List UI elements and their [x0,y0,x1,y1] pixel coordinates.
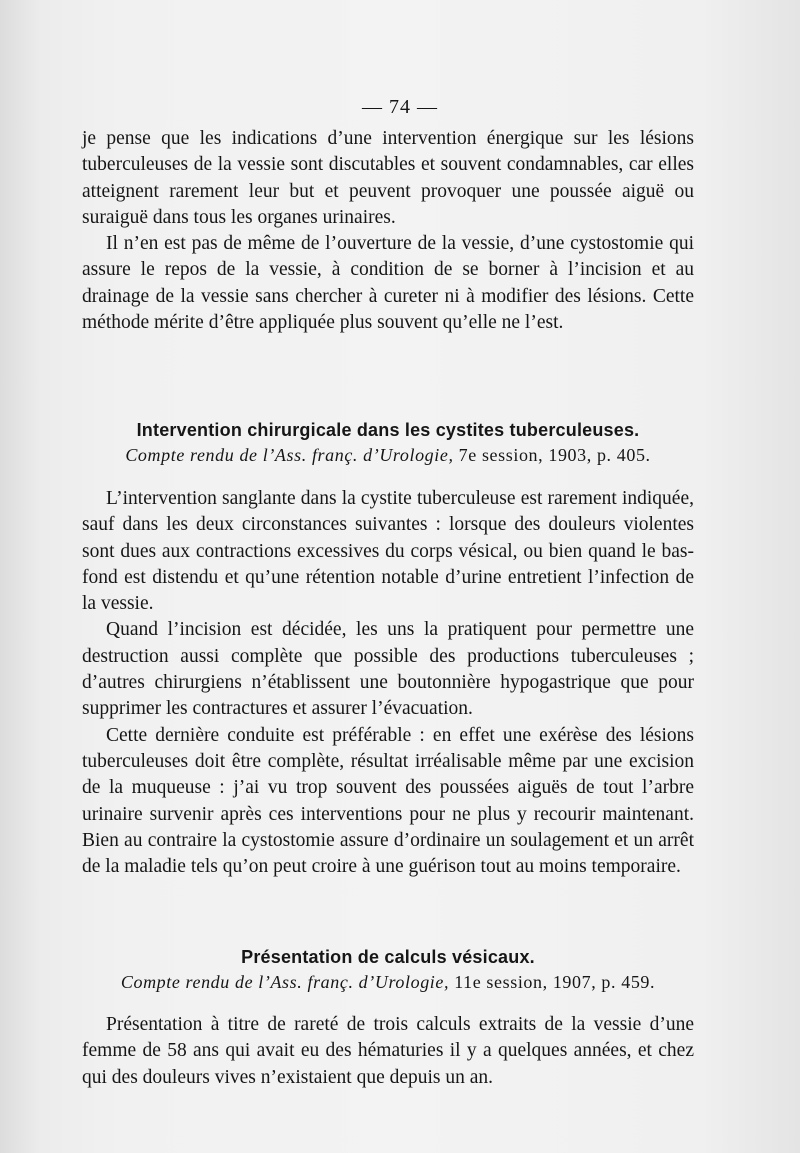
paragraph: je pense que les indications d’une intervention énergique sur les lésions tuberculeuses de la vessie sont discutables et souvent condamnables, car elles atteignent rarement leur but et peuvent provoquer une poussée aiguë ou suraiguë dans tous les organes urinaires. [82,128,694,228]
section-heading [82,944,694,994]
section-title: Présentation de calculs vésicaux. [241,947,535,967]
reference-source: Compte rendu de l’Ass. franç. d’Urologie, [125,445,454,465]
section-reference [82,970,694,994]
section-body [82,486,694,880]
reference-details: 11e session, 1907, p. 459. [449,972,656,992]
reference-source: Compte rendu de l’Ass. franç. d’Urologie, [120,972,450,992]
paragraph: Il n’en est pas de même de l’ouverture de la vessie, d’une cystostomie qui assure le repos de la vessie, à condition de se borner à l’incision et au drainage de la vessie sans chercher à cureter ni à modifier des lésions. Cette méthode mérite d’être appliquée plus souvent qu’elle ne l’est. [82,233,694,334]
reference-details: 7e session, 1903, p. 405. [453,445,651,465]
section-reference [82,443,694,467]
section-title: Intervention chirurgicale dans les cystites tuberculeuses. [136,420,640,440]
continued-text-block [82,126,694,336]
section-body [82,1012,694,1091]
section-heading [82,417,694,467]
page-number: — 74 — [362,96,438,118]
paragraph: Cette dernière conduite est préférable : en effet une exérèse des lésions tuberculeuses doit être complète, résultat irréalisable même par une excision de la muqueuse : j’ai vu trop souvent des poussées aiguës de tout l’arbre urinaire survenir après ces interventions pour ne plus y recourir maintenant. Bien au contraire la cystostomie assure d’ordinaire un soulagement et un arrêt de la maladie tels qu’on peut croire à une guérison tout au moins temporaire. [82,724,694,878]
paragraph: Présentation à titre de rareté de trois calculs extraits de la vessie d’une femme de 58 ans qui avait eu des hématuries il y a quelques années, et chez qui des douleurs vives n’existaient que depuis un an. [82,1014,694,1088]
paragraph: Quand l’incision est décidée, les uns la pratiquent pour permettre une destruction aussi complète que possible des productions tuberculeuses ; d’autres chirurgiens n’établissent une boutonnière hypogastrique que pour supprimer les contractures et assurer l’évacuation. [82,619,694,720]
paragraph: L’intervention sanglante dans la cystite tuberculeuse est rarement indiquée, sauf dans les deux circonstances suivantes : lorsque des douleurs violentes sont dues aux contractions excessives du corps vésical, ou bien quand le bas-fond est distendu et qu’une rétention notable d’urine entretient l’infection de la vessie. [82,488,694,615]
